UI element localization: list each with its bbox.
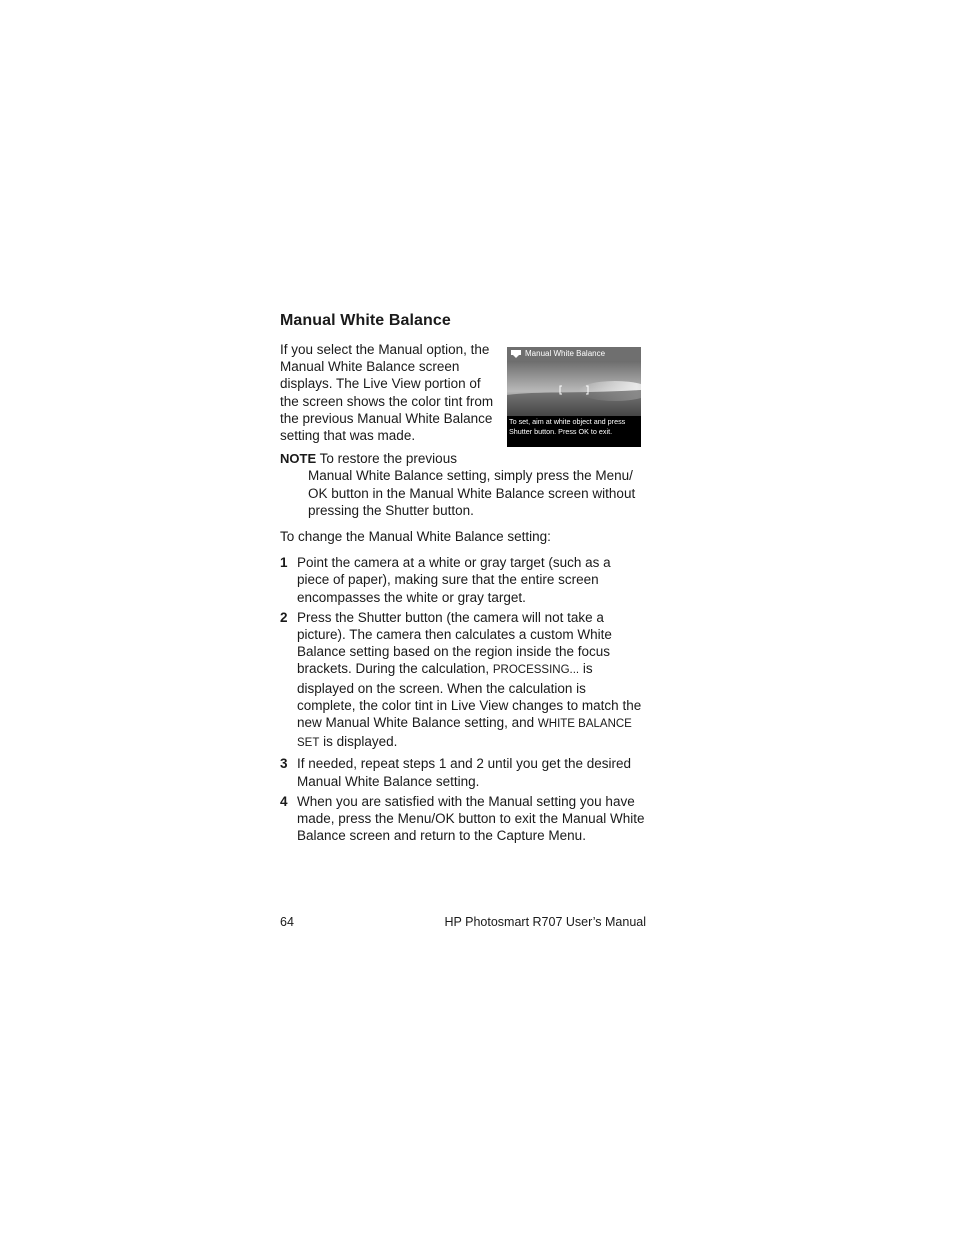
list-item: 2 Press the Shutter button (the camera will not take a picture). The camera then calculates a custom White Balance setting based on the region inside the focus brackets. During the calculation, PROCESSING... is displayed on the screen. When the calculation is complete, the color tint in Live View changes to match the new Manual White Balance setting, and WHITE BALANCE SET is displayed. [280,609,642,750]
camera-screen-figure [507,347,641,447]
list-item: 4 When you are satisfied with the Manual setting you have made, press the Menu/OK button to exit the Manual White Balance screen and return to the Capture Menu. [280,793,645,844]
screen-instruction: To set, aim at white object and press Shutter button. Press OK to exit. [509,417,626,436]
ui-term: Menu/ OK [308,468,633,501]
manual-title: HP Photosmart R707 User’s Manual [444,915,646,929]
intro-paragraph: If you select the Manual option, the Manual White Balance screen displays. The Live View portion of the screen shows the color tint from the previous Manual White Balance setting that was made. [280,342,494,444]
ui-term: Manual White Balance [409,485,545,501]
ui-term: White Balance [297,627,612,660]
screen-titlebar [507,347,641,361]
ui-term: Menu/OK [397,811,455,827]
ui-term: Shutter [385,502,429,518]
ui-term: Manual White Balance [325,715,461,731]
screen-title: Manual White Balance [525,349,606,358]
ui-term: Capture Menu [496,828,583,844]
intro-section [280,341,646,444]
note-body: Manual White Balance setting, simply press the Menu/ OK button in the Manual White Balance screen without pressing the Shutter button. [308,468,636,518]
step-number: 1 [280,555,288,571]
live-view-preview [507,361,641,416]
step-number: 4 [280,793,288,809]
ui-term: Manual White Balance [297,773,433,789]
screen-message: PROCESSING... [492,664,580,677]
white-balance-icon [510,349,522,359]
steps-list [280,554,646,844]
note-block: NOTE To restore the previous Manual White Balance setting, simply press the Menu/ OK button in the Manual White Balance screen without pressing the Shutter button. [280,450,646,519]
ui-term: Manual [488,793,533,809]
ui-term: Manual White Balance [368,529,504,545]
ui-term: Live View [363,376,421,392]
ui-term: Live View [450,697,509,713]
list-item: 1 Point the camera at a white or gray target (such as a piece of paper), making sure that the entire screen encompasses the white or gray target. [280,555,611,605]
ui-term: Manual [378,342,423,357]
ui-term: Manual White Balance [308,468,444,484]
change-intro: To change the Manual White Balance setting: [280,529,551,545]
note-label: NOTE [280,451,317,467]
ui-term: Manual White Balance [357,410,493,426]
screen-message: WHITE BALANCE SET [297,718,632,750]
ui-term: Manual White Balance [280,359,416,375]
manual-page [280,310,646,847]
page-number: 64 [280,915,294,929]
ui-term: Manual White Balance [297,811,645,844]
list-item: 3 If needed, repeat steps 1 and 2 until you get the desired Manual White Balance setting. [280,756,631,789]
step-number: 2 [280,609,288,625]
step-number: 3 [280,756,288,772]
focus-brackets-icon [559,385,589,395]
ui-term: Shutter [357,609,402,625]
section-title: Manual White Balance [280,312,451,329]
